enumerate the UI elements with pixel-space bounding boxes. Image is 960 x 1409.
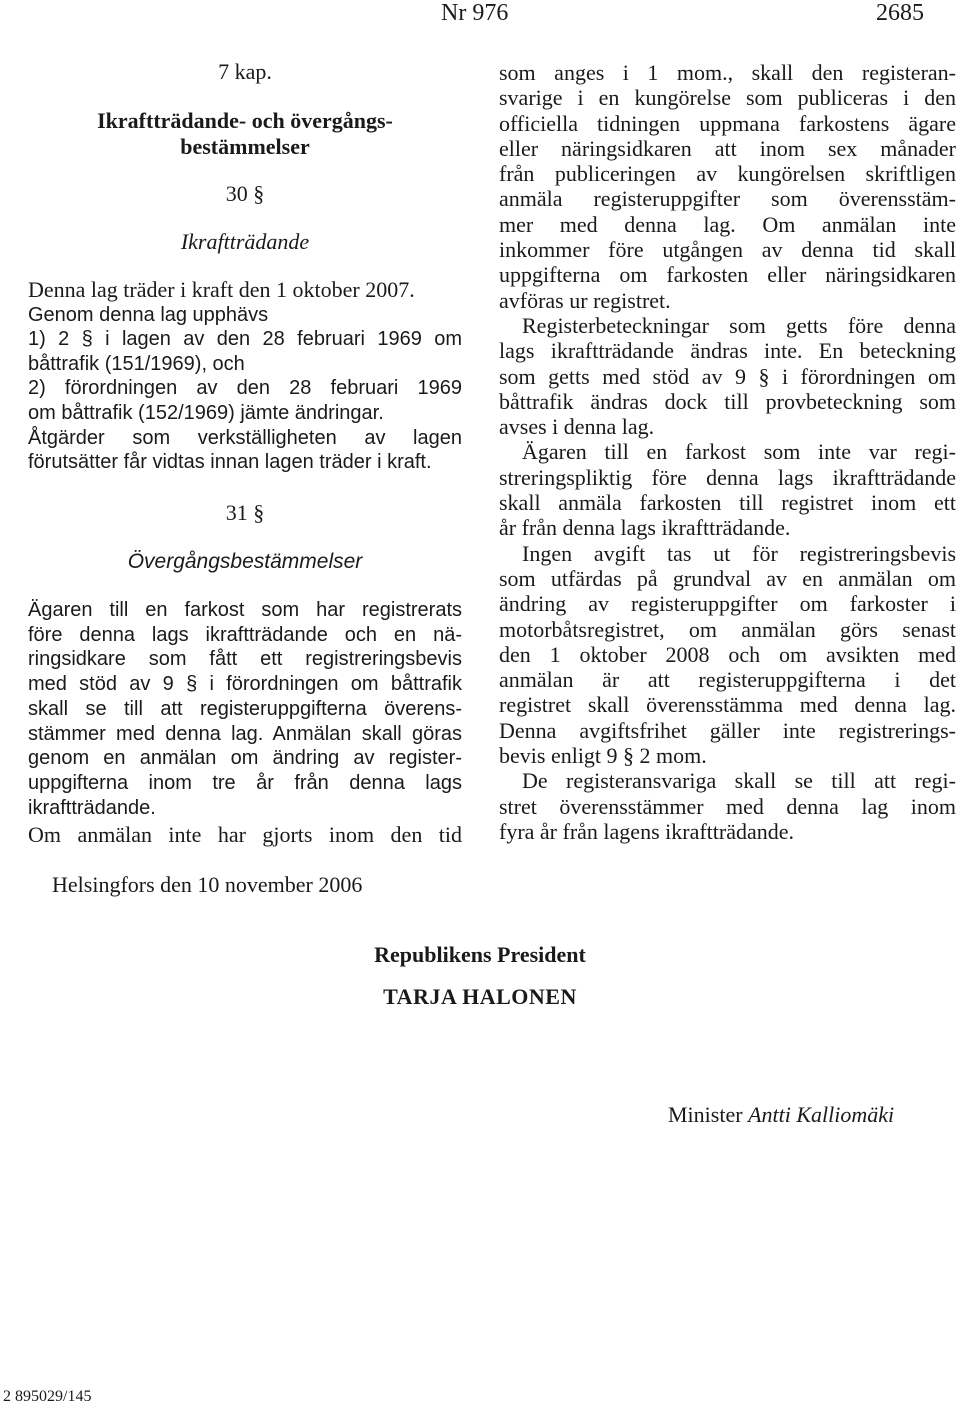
body-line: avses i denna lag. xyxy=(499,414,655,440)
heading-line-2: bestämmelser xyxy=(180,134,310,159)
body-line: De registeransvariga skall se till att regi- xyxy=(522,768,956,794)
body-line: 2) förordningen av den 28 februari 1969 xyxy=(28,377,462,400)
body-line: den 1 oktober 2008 och om avsikten med xyxy=(499,641,956,667)
body-line: skall se till att registeruppgifterna överens- xyxy=(28,697,462,720)
body-line: som getts med stöd av 9 § i förordningen om xyxy=(499,363,956,389)
page-number: 2685 xyxy=(876,0,924,26)
section-31-continuation xyxy=(28,822,462,848)
body-line: anmälan är att registeruppgifterna i det xyxy=(499,667,956,693)
minister-signature xyxy=(668,1102,894,1128)
body-line: inkommer före utgången av denna tid skall xyxy=(499,237,956,263)
body-line: Genom denna lag upphävs xyxy=(28,303,269,326)
section-group-heading xyxy=(28,108,462,160)
place-date: Helsingfors den 10 november 2006 xyxy=(52,872,363,897)
body-line: mer med denna lag. Om anmälan inte xyxy=(499,211,956,237)
body-line: uppgifterna inom tre år från denna lags xyxy=(28,771,462,794)
section-31-number: 31 § xyxy=(225,500,265,525)
body-line: förutsätter får vidtas innan lagen träder i kraft. xyxy=(28,451,432,474)
chapter-heading: 7 kap. xyxy=(218,59,272,84)
minister-label: Minister xyxy=(668,1102,743,1127)
body-line: Denna avgiftsfrihet gäller inte registrerings- xyxy=(499,717,956,743)
body-line: streringspliktig före denna lags ikraftträdande xyxy=(499,464,956,490)
section-31-body xyxy=(28,598,462,820)
document-number: Nr 976 xyxy=(441,0,509,26)
section-30-body xyxy=(28,278,462,475)
president-title: Republikens President xyxy=(374,942,586,967)
body-line: ikraftträdande. xyxy=(28,796,156,819)
body-line: fyra år från lagens ikraftträdande. xyxy=(499,818,795,844)
body-line: avföras ur registret. xyxy=(499,287,671,313)
body-line: stret överensstämmer med denna lag inom xyxy=(499,793,956,819)
body-line: Ägaren till en farkost som har registrerats xyxy=(28,599,462,621)
section-31-title: Övergångsbestämmelser xyxy=(127,550,363,573)
body-line: från publiceringen av kungörelsen skriftligen xyxy=(499,161,956,187)
body-line: motorbåtsregistret, om anmälan görs senast xyxy=(499,616,956,642)
body-line: lags ikraftträdande ändras inte. En beteckning xyxy=(499,338,956,364)
body-line: båttrafik (151/1969), och xyxy=(28,352,245,375)
body-line: före denna lags ikraftträdande och en nä- xyxy=(28,623,462,646)
body-line: skall anmäla farkosten till registret inom ett xyxy=(499,490,956,516)
body-line: Ingen avgift tas ut för registreringsbevis xyxy=(522,540,956,566)
body-line: eller näringsidkaren att inom sex månader xyxy=(499,135,956,161)
footer-code: 2 895029/145 xyxy=(3,1388,92,1405)
body-line: stämmer med denna lag. Anmälan skall göras xyxy=(28,722,462,745)
body-line: båttrafik ändras dock till provbeteckning som xyxy=(499,388,956,414)
body-line: som utfärdas på grundval av en anmälan om xyxy=(499,565,956,591)
body-line: svarige i en kungörelse som publiceras i den xyxy=(499,85,956,111)
president-name: TARJA HALONEN xyxy=(383,984,577,1009)
body-line: genom en anmälan om ändring av register- xyxy=(28,747,462,770)
body-line: officiella tidningen uppmana farkostens ägare xyxy=(499,110,956,136)
body-line: med stöd av 9 § i förordningen om båttrafik xyxy=(28,673,462,696)
minister-name: Antti Kalliomäki xyxy=(748,1102,895,1127)
body-line: uppgifterna om farkosten eller näringsidkaren xyxy=(499,262,956,288)
body-line: som anges i 1 mom., skall den registeran- xyxy=(499,60,956,85)
section-30-number: 30 § xyxy=(225,181,265,206)
body-line: Denna lag träder i kraft den 1 oktober 2007. xyxy=(28,277,415,302)
body-line: Om anmälan inte har gjorts inom den tid xyxy=(28,822,462,847)
body-line: Registerbeteckningar som getts före denna xyxy=(522,312,956,338)
body-line: Åtgärder som verkställigheten av lagen xyxy=(28,426,462,449)
section-30-title: Ikraftträdande xyxy=(180,229,310,254)
body-line: bevis enligt 9 § 2 mom. xyxy=(499,743,707,769)
body-line: ändring av registeruppgifter om farkoster i xyxy=(499,591,956,617)
body-line: år från denna lags ikraftträdande. xyxy=(499,515,791,541)
body-line: registret skall överensstämma med denna lag. xyxy=(499,692,956,718)
right-column-body xyxy=(499,60,956,844)
body-line: om båttrafik (152/1969) jämte ändringar. xyxy=(28,401,384,424)
body-line: ringsidkare som fått ett registreringsbevis xyxy=(28,648,462,671)
body-line: anmäla registeruppgifter som överensstäm- xyxy=(499,186,956,212)
body-line: 1) 2 § i lagen av den 28 februari 1969 om xyxy=(28,328,462,351)
body-line: Ägaren till en farkost som inte var regi- xyxy=(522,439,956,465)
heading-line-1: Ikraftträdande- och övergångs- xyxy=(97,108,393,133)
